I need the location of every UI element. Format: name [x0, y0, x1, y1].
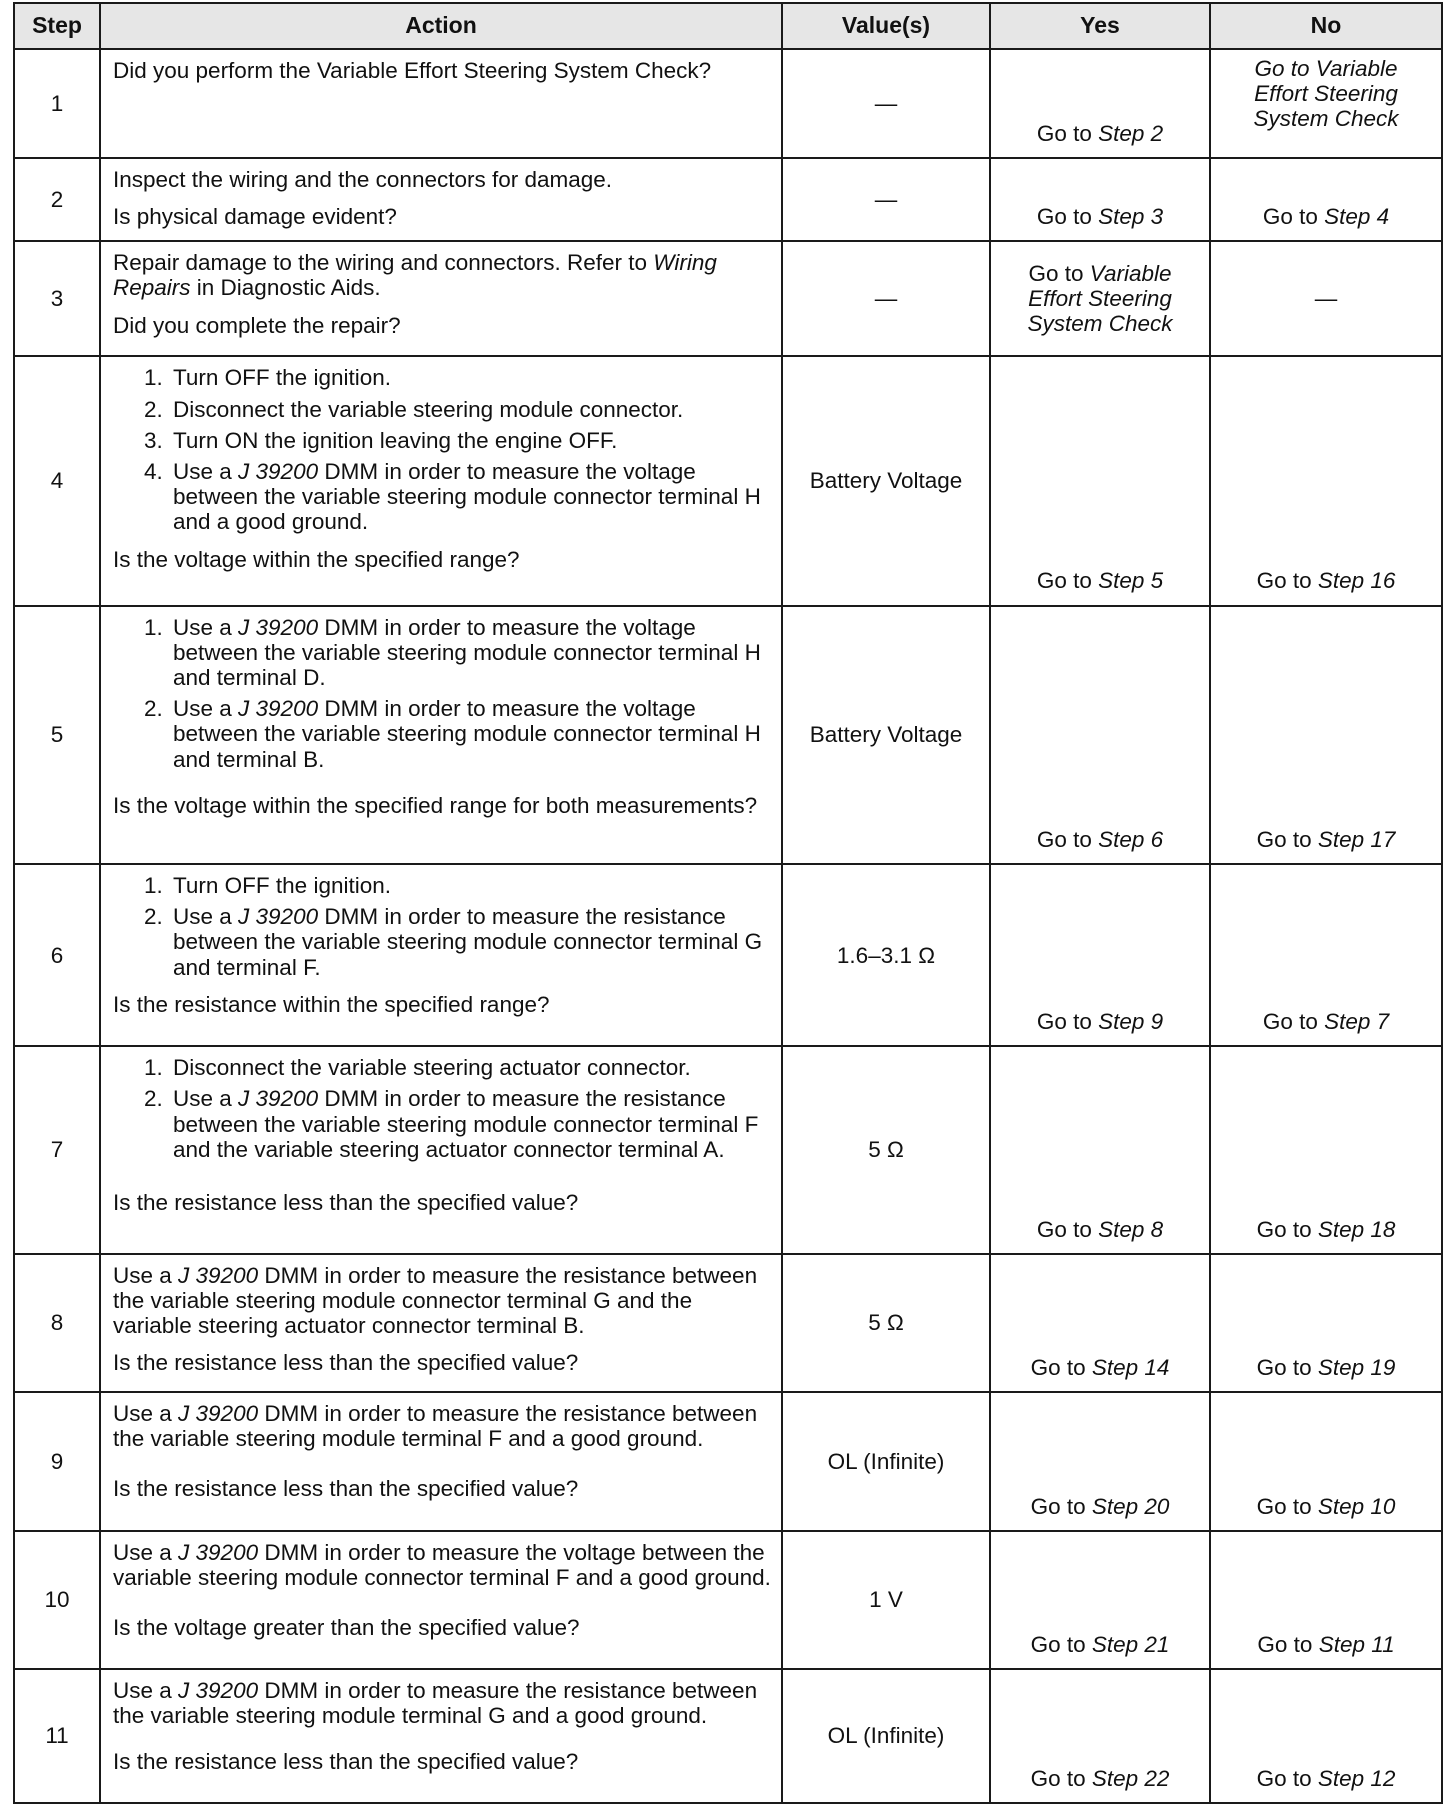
action-cell: [100, 1531, 782, 1669]
no-result: [1210, 1669, 1442, 1803]
no-result: [1210, 1531, 1442, 1669]
action-text-run: J 39200: [178, 1678, 259, 1704]
no-result-text: Go to: [1256, 1493, 1318, 1519]
action-text: [113, 1263, 771, 1339]
step-number: 4: [14, 356, 100, 605]
value-cell: 5 Ω: [782, 1254, 990, 1392]
action-cell: [100, 1046, 782, 1254]
action-text-run: DMM in order to measure the voltage between the variable steering module connector terminal H and terminal B.: [173, 696, 761, 772]
yes-result-text: Step 9: [1098, 1009, 1164, 1035]
no-result-text: Step 12: [1317, 1765, 1396, 1791]
action-text-run: Is the voltage greater than the specified value?: [113, 1614, 580, 1640]
action-question: [113, 204, 771, 229]
action-text-run: DMM in order to measure the voltage between the variable steering module connector terminal H and terminal D.: [173, 614, 761, 690]
yes-result-text: Step 21: [1091, 1631, 1170, 1657]
yes-result-text: Go to: [1036, 826, 1099, 852]
header-step: Step: [14, 3, 100, 49]
yes-result: [990, 1669, 1210, 1803]
table-row: [14, 1669, 1442, 1803]
yes-result: [990, 49, 1210, 158]
table-row: [14, 1531, 1442, 1669]
no-result: [1210, 1254, 1442, 1392]
action-text-run: Is the resistance less than the specified value?: [113, 1748, 579, 1774]
action-question: [113, 547, 771, 572]
yes-result-text: Go to: [1036, 568, 1099, 594]
action-text-run: J 39200: [238, 904, 319, 930]
yes-result: [990, 864, 1210, 1046]
header-yes: Yes: [990, 3, 1210, 49]
action-cell: [100, 606, 782, 864]
step-number: 5: [14, 606, 100, 864]
action-text-run: Did you complete the repair?: [113, 312, 401, 338]
no-result: [1210, 1046, 1442, 1254]
action-question: [113, 1615, 771, 1640]
yes-result-text: Go to: [1028, 261, 1090, 287]
action-text-run: DMM in order to measure the voltage between the variable steering module connector terminal H and a good ground.: [173, 459, 761, 535]
action-steps-list: [113, 615, 771, 772]
no-result-text: Step 19: [1317, 1355, 1396, 1381]
action-text-run: DMM in order to measure the voltage between the variable steering module connector terminal F and a good ground.: [113, 1539, 771, 1590]
action-cell: [100, 1254, 782, 1392]
no-result: [1210, 864, 1442, 1046]
action-text-run: DMM in order to measure the resistance between the variable steering module connector terminal G and terminal F.: [173, 904, 763, 980]
step-number: 6: [14, 864, 100, 1046]
action-step-item: [169, 904, 771, 980]
yes-result: [990, 1392, 1210, 1530]
yes-result-text: Go to: [1030, 1631, 1092, 1657]
action-text-run: Is the resistance less than the specified value?: [113, 1476, 579, 1502]
action-text-run: Is the voltage within the specified range for both measurements?: [113, 793, 758, 819]
no-result-text: Go to: [1254, 56, 1316, 81]
yes-result: [990, 158, 1210, 241]
action-steps-list: [113, 873, 771, 980]
action-text-run: Disconnect the variable steering actuator connector.: [173, 1055, 691, 1081]
no-result-text: Step 7: [1324, 1009, 1390, 1035]
table-row: [14, 1046, 1442, 1254]
yes-result: [990, 1046, 1210, 1254]
action-text-run: DMM in order to measure the resistance between the variable steering module terminal G and a good ground.: [113, 1678, 758, 1729]
action-text-run: Use a: [113, 1401, 179, 1427]
step-number: 11: [14, 1669, 100, 1803]
action-step-item: [169, 1055, 771, 1080]
yes-result-text: Step 6: [1098, 826, 1164, 852]
action-text-run: Disconnect the variable steering module connector.: [173, 396, 684, 422]
no-result-text: —: [1314, 286, 1338, 312]
no-result: [1210, 49, 1442, 158]
table-row: [14, 1392, 1442, 1530]
no-result: [1210, 356, 1442, 605]
action-question: [113, 1190, 771, 1215]
no-result-text: Step 16: [1317, 568, 1396, 594]
action-text-run: J 39200: [238, 614, 319, 640]
action-step-item: [169, 428, 771, 453]
action-text-run: Use a: [173, 904, 239, 930]
step-number: 2: [14, 158, 100, 241]
value-cell: —: [782, 158, 990, 241]
action-text-run: Is the resistance less than the specified value?: [113, 1190, 579, 1216]
action-cell: [100, 158, 782, 241]
action-text-run: Use a: [113, 1262, 179, 1288]
header-action: Action: [100, 3, 782, 49]
action-step-item: [169, 397, 771, 422]
action-text-run: Turn OFF the ignition.: [173, 873, 392, 898]
action-text-run: Use a: [173, 459, 239, 485]
action-cell: [100, 241, 782, 356]
action-question: [113, 1350, 771, 1375]
value-cell: —: [782, 49, 990, 158]
action-text-run: Use a: [113, 1678, 179, 1704]
step-number: 9: [14, 1392, 100, 1530]
yes-result: [990, 356, 1210, 605]
action-text-run: Repair damage to the wiring and connectors. Refer to: [113, 250, 654, 276]
step-number: 10: [14, 1531, 100, 1669]
action-text-run: Wiring Repairs: [113, 250, 717, 301]
yes-result: [990, 241, 1210, 356]
no-result-text: Go to: [1262, 203, 1325, 229]
action-text-run: Did you perform the Variable Effort Steering System Check?: [113, 58, 712, 83]
action-question: [113, 793, 771, 818]
no-result: [1210, 1392, 1442, 1530]
yes-result-text: Step 22: [1091, 1765, 1170, 1791]
action-step-item: [169, 1086, 771, 1162]
action-text-run: Use a: [113, 1539, 179, 1565]
action-cell: [100, 356, 782, 605]
action-text-run: DMM in order to measure the resistance between the variable steering module connector terminal G and the variable steering actuator connector terminal B.: [113, 1262, 758, 1339]
header-no: No: [1210, 3, 1442, 49]
action-text-run: Is physical damage evident?: [113, 204, 397, 230]
action-text-run: in Diagnostic Aids.: [190, 275, 381, 301]
yes-result-text: Variable Effort Steering System Check: [1027, 261, 1173, 337]
action-question: [113, 992, 771, 1017]
action-text-run: Is the voltage within the specified range?: [113, 546, 520, 572]
yes-result-text: Step 2: [1098, 120, 1164, 146]
yes-result: [990, 606, 1210, 864]
action-text-run: Inspect the wiring and the connectors for damage.: [113, 167, 613, 193]
action-text: [113, 1678, 771, 1728]
action-text-run: Turn OFF the ignition.: [173, 365, 392, 391]
table-header-row: [14, 3, 1442, 49]
action-text-run: J 39200: [238, 459, 319, 485]
no-result-text: Go to: [1256, 568, 1318, 594]
action-steps-list: [113, 1055, 771, 1162]
table-row: [14, 241, 1442, 356]
value-cell: 5 Ω: [782, 1046, 990, 1254]
step-number: 3: [14, 241, 100, 356]
action-cell: [100, 1392, 782, 1530]
value-cell: OL (Infinite): [782, 1392, 990, 1530]
action-text-run: J 39200: [238, 696, 319, 722]
table-body: [14, 49, 1442, 1803]
yes-result-text: Go to: [1036, 1216, 1099, 1242]
yes-result-text: Step 5: [1098, 568, 1164, 594]
action-text: [113, 167, 771, 192]
value-cell: OL (Infinite): [782, 1669, 990, 1803]
action-text-run: DMM in order to measure the resistance between the variable steering module connector terminal F and the variable steering actuator connector terminal A.: [173, 1086, 759, 1162]
no-result-text: Step 11: [1318, 1631, 1395, 1657]
no-result-text: Go to: [1256, 1216, 1318, 1242]
action-text-run: J 39200: [238, 1086, 319, 1112]
action-text: [113, 58, 771, 83]
diagnostic-table: [13, 2, 1443, 1804]
yes-result-text: Go to: [1036, 1009, 1099, 1035]
action-text: [113, 1540, 771, 1590]
no-result-text: Go to: [1256, 1765, 1318, 1791]
value-cell: 1 V: [782, 1531, 990, 1669]
yes-result: [990, 1531, 1210, 1669]
yes-result-text: Go to: [1030, 1765, 1092, 1791]
action-step-item: [169, 696, 771, 772]
no-result-text: Go to: [1262, 1009, 1325, 1035]
no-result-text: Variable Effort Steering System Check: [1253, 56, 1399, 132]
action-step-item: [169, 873, 771, 898]
no-result-text: Go to: [1256, 1355, 1318, 1381]
step-number: 1: [14, 49, 100, 158]
action-text-run: J 39200: [178, 1539, 259, 1565]
action-text-run: J 39200: [178, 1401, 259, 1427]
no-result-text: Step 17: [1317, 826, 1396, 852]
action-text-run: Use a: [173, 614, 239, 640]
action-text-run: Use a: [173, 1086, 239, 1112]
action-text: [113, 1401, 771, 1451]
value-cell: —: [782, 241, 990, 356]
action-cell: [100, 1669, 782, 1803]
action-question: [113, 313, 771, 338]
action-cell: [100, 49, 782, 158]
action-step-item: [169, 365, 771, 390]
action-text-run: Use a: [173, 696, 239, 722]
table-row: [14, 356, 1442, 605]
step-number: 7: [14, 1046, 100, 1254]
value-cell: Battery Voltage: [782, 606, 990, 864]
no-result-text: Step 10: [1317, 1493, 1396, 1519]
action-text: [113, 250, 771, 300]
no-result-text: Go to: [1257, 1631, 1319, 1657]
action-step-item: [169, 459, 771, 535]
no-result-text: Step 18: [1317, 1216, 1396, 1242]
yes-result-text: Go to: [1036, 203, 1099, 229]
value-cell: 1.6–3.1 Ω: [782, 864, 990, 1046]
action-text-run: Turn ON the ignition leaving the engine OFF.: [173, 427, 618, 453]
value-cell: Battery Voltage: [782, 356, 990, 605]
action-step-item: [169, 615, 771, 691]
action-cell: [100, 864, 782, 1046]
no-result: [1210, 606, 1442, 864]
yes-result-text: Step 14: [1091, 1355, 1170, 1381]
no-result-text: Go to: [1256, 826, 1318, 852]
table-row: [14, 49, 1442, 158]
table-row: [14, 1254, 1442, 1392]
action-question: [113, 1476, 771, 1501]
yes-result-text: Step 8: [1098, 1216, 1164, 1242]
action-question: [113, 1749, 771, 1774]
no-result-text: Step 4: [1324, 203, 1390, 229]
yes-result-text: Go to: [1030, 1493, 1092, 1519]
table-row: [14, 606, 1442, 864]
yes-result-text: Step 3: [1098, 203, 1164, 229]
action-text-run: J 39200: [178, 1262, 259, 1288]
yes-result-text: Go to: [1036, 120, 1099, 146]
step-number: 8: [14, 1254, 100, 1392]
no-result: [1210, 241, 1442, 356]
action-text-run: DMM in order to measure the resistance between the variable steering module terminal F and a good ground.: [113, 1401, 758, 1452]
header-values: Value(s): [782, 3, 990, 49]
yes-result: [990, 1254, 1210, 1392]
no-result: [1210, 158, 1442, 241]
table-row: [14, 864, 1442, 1046]
yes-result-text: Go to: [1030, 1355, 1092, 1381]
action-text-run: Is the resistance less than the specified value?: [113, 1350, 579, 1376]
action-steps-list: [113, 365, 771, 534]
action-text-run: Is the resistance within the specified range?: [113, 991, 550, 1017]
table-row: [14, 158, 1442, 241]
yes-result-text: Step 20: [1091, 1493, 1170, 1519]
